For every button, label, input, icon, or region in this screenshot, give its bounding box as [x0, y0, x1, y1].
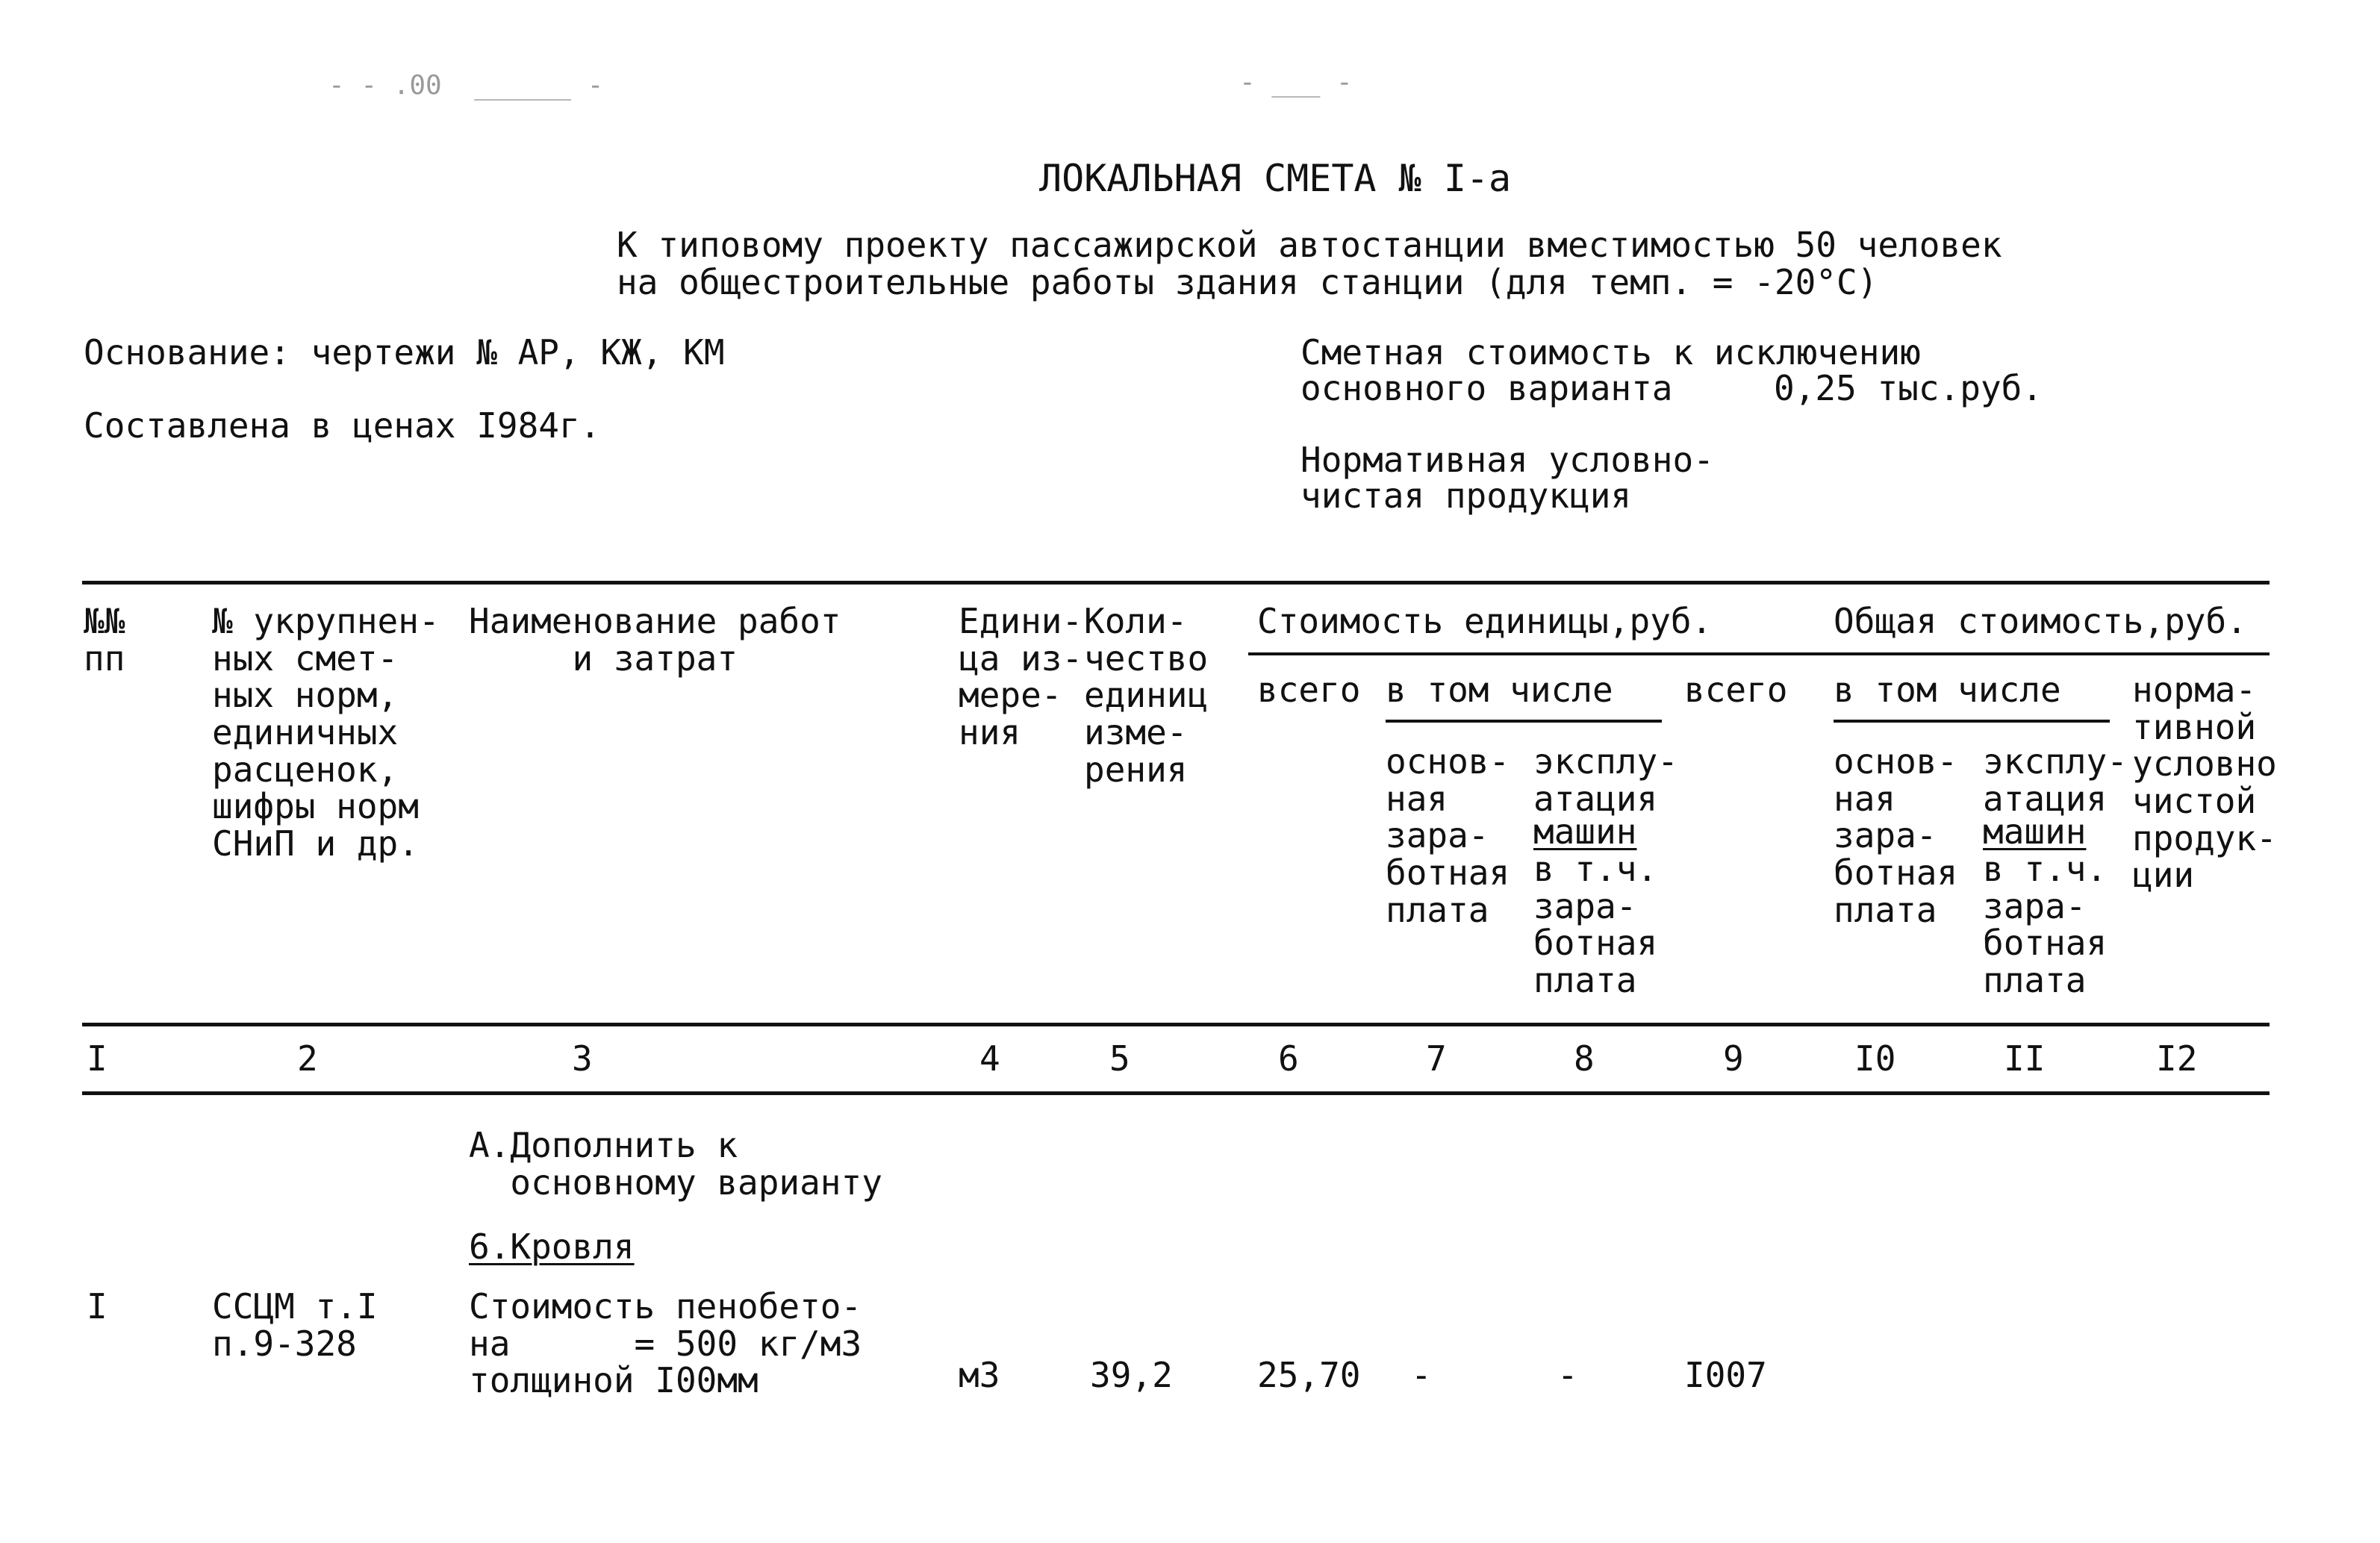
header-unit-including-rule	[1386, 720, 1662, 723]
table-numbers-bottom-rule	[82, 1091, 2270, 1095]
table-top-rule	[82, 581, 2270, 585]
header-total-normative: норма- тивной условно чистой продук- ции	[2132, 670, 2277, 896]
row-1-total: I007	[1684, 1355, 1767, 1395]
estimate-cost-label: основного варианта	[1300, 368, 1673, 408]
basis-drawings: Основание: чертежи № АР, КЖ, КМ	[84, 332, 725, 372]
row-1-number: I	[87, 1286, 108, 1327]
row-1-code: ССЦМ т.I п.9-328	[212, 1286, 378, 1364]
header-col-1: №№ пп	[84, 601, 125, 679]
header-unit-including: в том числе	[1386, 670, 1613, 710]
header-unit-machines-wage: в т.ч. зара- ботная плата	[1533, 849, 1658, 1001]
header-unit-wage: основ- ная зара- ботная плата	[1386, 741, 1510, 930]
row-1-unit-total: 25,70	[1257, 1355, 1361, 1395]
header-total-including-rule	[1834, 720, 2110, 723]
header-col-3: Наименование работ и затрат	[469, 601, 841, 679]
normative-line-1: Нормативная условно-	[1300, 440, 1714, 480]
column-number-8: 8	[1574, 1038, 1595, 1079]
column-number-5: 5	[1109, 1038, 1130, 1079]
document-title: ЛОКАЛЬНАЯ СМЕТА № I-а	[1039, 157, 1512, 200]
header-total-machines-label: машин	[1983, 811, 2087, 852]
column-number-7: 7	[1426, 1038, 1447, 1079]
column-number-12: I2	[2156, 1038, 2198, 1079]
header-total-machines-top: эксплу- атация	[1983, 741, 2128, 819]
row-1-unit-machines: -	[1557, 1355, 1578, 1395]
header-total-machines-wage: в т.ч. зара- ботная плата	[1983, 849, 2108, 1001]
header-unit-machines-label: машин	[1533, 811, 1637, 852]
header-total-total: всего	[1684, 670, 1788, 710]
column-number-2: 2	[297, 1038, 318, 1079]
header-group-rule	[1248, 652, 2270, 655]
table-header-bottom-rule	[82, 1023, 2270, 1026]
header-unit-cost-group: Стоимость единицы,руб.	[1257, 601, 1713, 641]
estimate-cost-line-1: Сметная стоимость к исключению	[1300, 332, 1921, 372]
row-1-unit: м3	[959, 1355, 1000, 1395]
subtitle-line-2: на общестроительные работы здания станции (для темп. = -20°С)	[617, 262, 1878, 302]
column-number-3: 3	[572, 1038, 593, 1079]
header-col-4: Едини- ца из- мере- ния	[959, 601, 1083, 753]
subsection-title: 6.Кровля	[469, 1226, 635, 1267]
header-fragment-center: - ___ -	[1239, 67, 1353, 98]
header-col-5: Коли- чество единиц изме- рения	[1084, 601, 1209, 790]
header-total-wage: основ- ная зара- ботная плата	[1834, 741, 1958, 930]
column-number-6: 6	[1278, 1038, 1299, 1079]
subtitle-line-1: К типовому проекту пассажирской автостанции вместимостью 50 человек	[617, 225, 2002, 265]
column-number-1: I	[87, 1038, 108, 1079]
header-unit-total: всего	[1257, 670, 1361, 710]
row-1-name: Стоимость пенобето- на = 500 кг/м3 толщиной I00мм	[469, 1286, 862, 1401]
column-number-4: 4	[979, 1038, 1000, 1079]
column-number-11: II	[2004, 1038, 2046, 1079]
header-unit-machines-top: эксплу- атация	[1533, 741, 1678, 819]
row-1-quantity: 39,2	[1090, 1355, 1173, 1395]
normative-line-2: чистая продукция	[1300, 476, 1632, 516]
row-1-unit-wage: -	[1411, 1355, 1432, 1395]
header-total-cost-group: Общая стоимость,руб.	[1834, 601, 2247, 641]
header-total-including: в том числе	[1834, 670, 2061, 710]
column-number-10: I0	[1854, 1038, 1896, 1079]
basis-prices: Составлена в ценах I984г.	[84, 405, 601, 446]
header-fragment-left: - - .00 ______ -	[328, 70, 604, 101]
header-col-2: № укрупнен- ных смет- ных норм, единичных расценок, шифры норм СНиП и др.	[212, 601, 440, 864]
estimate-cost-value: 0,25 тыс.руб.	[1774, 368, 2043, 408]
column-number-9: 9	[1723, 1038, 1744, 1079]
section-title: А.Дополнить к основному варианту	[469, 1125, 882, 1203]
